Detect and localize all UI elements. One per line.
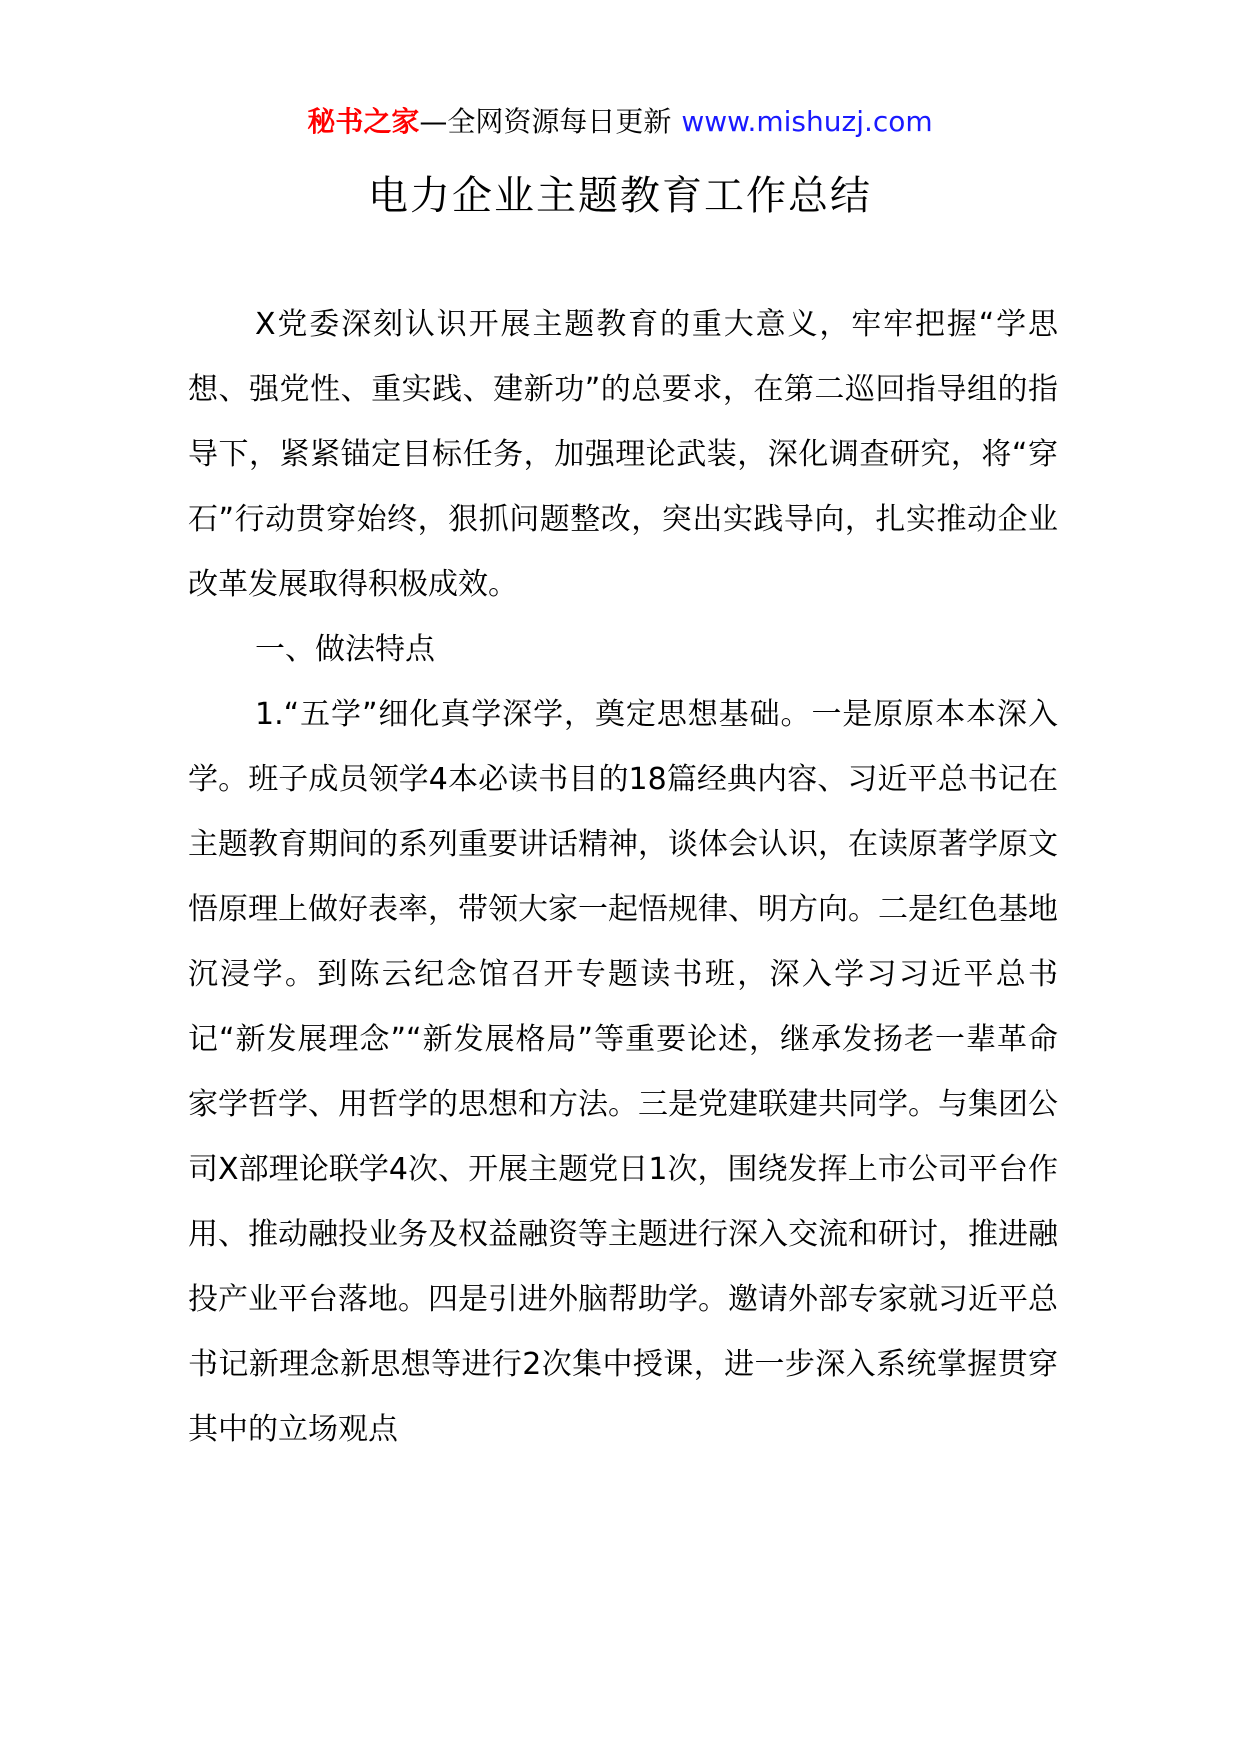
site-url-link[interactable]: www.mishuzj.com — [681, 105, 933, 138]
site-tagline: —全网资源每日更新 — [419, 105, 672, 138]
document-body — [188, 292, 1058, 1462]
section-heading: 一、做法特点 — [255, 632, 435, 667]
site-brand: 秘书之家 — [307, 105, 420, 138]
site-banner — [0, 102, 1240, 142]
document-title: 电力企业主题教育工作总结 — [368, 173, 872, 219]
intro-paragraph: X党委深刻认识开展主题教育的重大意义，牢牢把握“学思想、强党性、重实践、建新功”的总要求，在第二巡回指导组的指导下，紧紧锚定目标任务，加强理论武装，深化调查研究，将“穿石”行动贯穿始终，狠抓问题整改，突出实践导向，扎实推动企业改革发展取得积极成效。 — [188, 307, 1058, 602]
body-paragraph: 1.“五学”细化真学深学，奠定思想基础。一是原原本本深入学。班子成员领学4本必读书目的18篇经典内容、习近平总书记在主题教育期间的系列重要讲话精神，谈体会认识，在读原著学原文悟原理上做好表率，带领大家一起悟规律、明方向。二是红色基地沉浸学。到陈云纪念馆召开专题读书班，深入学习习近平总书记“新发展理念”“新发展格局”等重要论述，继承发扬老一辈革命家学哲学、用哲学的思想和方法。三是党建联建共同学。与集团公司X部理论联学4次、开展主题党日1次，围绕发挥上市公司平台作用、推动融投业务及权益融资等主题进行深入交流和研讨，推进融投产业平台落地。四是引进外脑帮助学。邀请外部专家就习近平总书记新理念新思想等进行2次集中授课，进一步深入系统掌握贯穿其中的立场观点 — [188, 697, 1058, 1447]
